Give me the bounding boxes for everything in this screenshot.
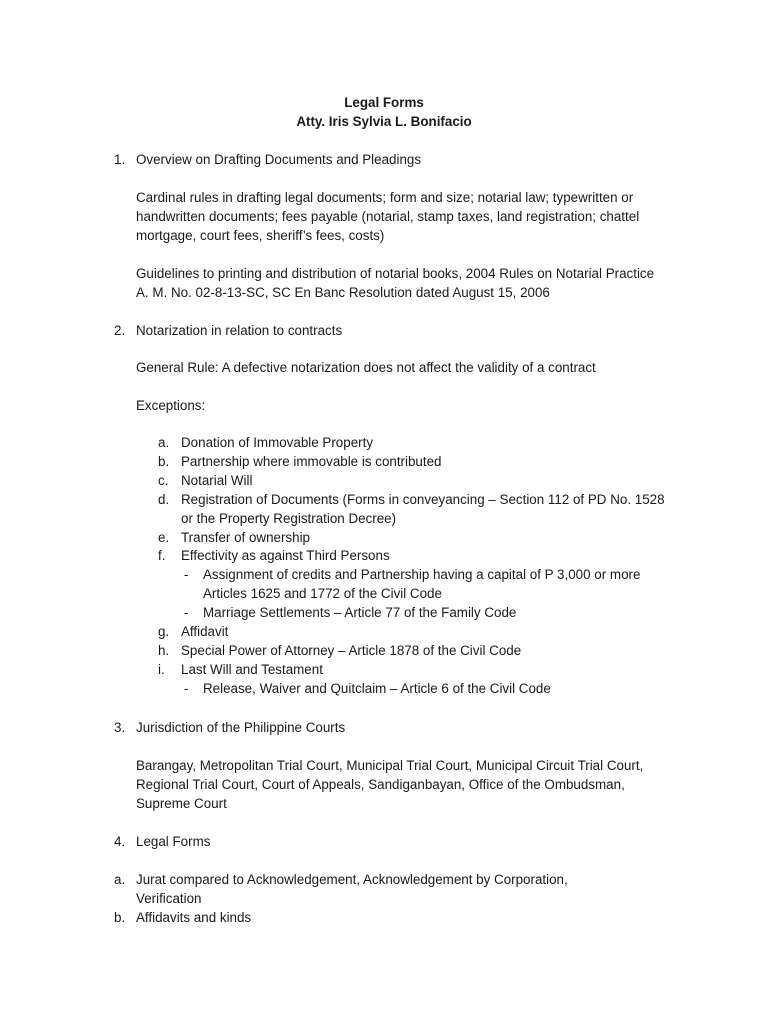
paragraph-line: handwritten documents; fees payable (notarial, stamp taxes, land registration; chattel [136,208,640,224]
section-number: 1. [114,152,126,167]
document-title: Legal Forms [344,95,424,110]
section-1-heading [114,151,734,170]
list-item [158,529,698,548]
list-text: Transfer of ownership [181,529,311,545]
section-3-heading [114,719,734,738]
list-label: d. [158,491,170,507]
list-item [158,642,698,661]
paragraph-line: Barangay, Metropolitan Trial Court, Municipal Trial Court, Municipal Circuit Trial Court, [136,758,644,773]
list-item [114,871,674,890]
dash-marker: - [184,567,189,583]
section-2-heading [114,322,734,341]
list-text: Effectivity as against Third Persons [181,548,390,564]
paragraph-line: Cardinal rules in drafting legal documents; form and size; notarial law; typewritten or [136,190,634,205]
sub-list-item [158,604,698,623]
list-item [158,547,698,566]
list-label: b. [114,909,126,925]
list-label: a. [158,435,170,450]
list-label: f. [158,548,166,564]
list-text: Affidavits and kinds [136,909,252,925]
document-header [0,94,768,132]
sub-list-text: Assignment of credits and Partnership having a capital of P 3,000 or more [203,567,641,583]
list-text-continuation: Verification [136,890,202,906]
section-title: Jurisdiction of the Philippine Courts [136,720,346,735]
exceptions-list [158,434,698,699]
list-item [158,491,698,510]
list-text: Jurat compared to Acknowledgement, Acknowledgement by Corporation, [136,872,568,887]
section-number: 4. [114,834,126,849]
dash-marker: - [184,605,189,621]
document-author: Atty. Iris Sylvia L. Bonifacio [296,114,472,129]
list-item [158,453,698,472]
list-label: c. [158,472,169,488]
paragraph-line: Guidelines to printing and distribution of notarial books, 2004 Rules on Notarial Practice [136,266,655,281]
list-item [158,434,698,453]
list-label: i. [158,661,165,677]
section-title: Notarization in relation to contracts [136,323,343,338]
list-item [158,472,698,491]
section-1-paragraph-2 [136,265,696,303]
general-rule [136,359,696,378]
dash-marker: - [184,680,189,696]
paragraph-line: Regional Trial Court, Court of Appeals, Sandiganbayan, Office of the Ombudsman, [136,776,625,792]
legal-forms-list [114,871,674,928]
exceptions-label-text: Exceptions: [136,398,206,413]
list-text: Notarial Will [181,472,253,488]
general-rule-text: General Rule: A defective notarization does not affect the validity of a contract [136,360,596,375]
exceptions-label [136,397,696,416]
list-text: Special Power of Attorney – Article 1878 of the Civil Code [181,642,522,658]
paragraph-line: A. M. No. 02-8-13-SC, SC En Banc Resolution dated August 15, 2006 [136,284,550,300]
list-item [114,909,674,928]
paragraph-line: Supreme Court [136,795,227,811]
list-text: Affidavit [181,624,229,640]
list-text: Partnership where immovable is contributed [181,453,442,469]
section-title: Legal Forms [136,834,211,849]
sub-list-item [158,566,698,585]
list-label: h. [158,642,170,658]
section-number: 2. [114,323,126,338]
list-text: Registration of Documents (Forms in conveyancing – Section 112 of PD No. 1528 [181,491,665,507]
list-text: Last Will and Testament [181,661,323,677]
list-text: Donation of Immovable Property [181,435,374,450]
sub-list-item [158,680,698,699]
sub-list-text: Release, Waiver and Quitclaim – Article 6 of the Civil Code [203,680,551,696]
sub-list-text-continuation: Articles 1625 and 1772 of the Civil Code [203,586,442,602]
sub-list-text: Marriage Settlements – Article 77 of the Family Code [203,605,517,621]
list-item [158,623,698,642]
paragraph-line: mortgage, court fees, sheriff’s fees, costs) [136,227,385,243]
section-number: 3. [114,720,126,735]
list-text-continuation: or the Property Registration Decree) [181,510,397,526]
list-label: a. [114,872,126,887]
section-1-paragraph-1 [136,189,696,246]
list-label: g. [158,624,170,640]
section-title: Overview on Drafting Documents and Pleadings [136,152,422,167]
section-4-heading [114,833,734,852]
list-label: b. [158,453,170,469]
list-item [158,661,698,680]
list-label: e. [158,529,170,545]
section-3-paragraph [136,757,696,814]
